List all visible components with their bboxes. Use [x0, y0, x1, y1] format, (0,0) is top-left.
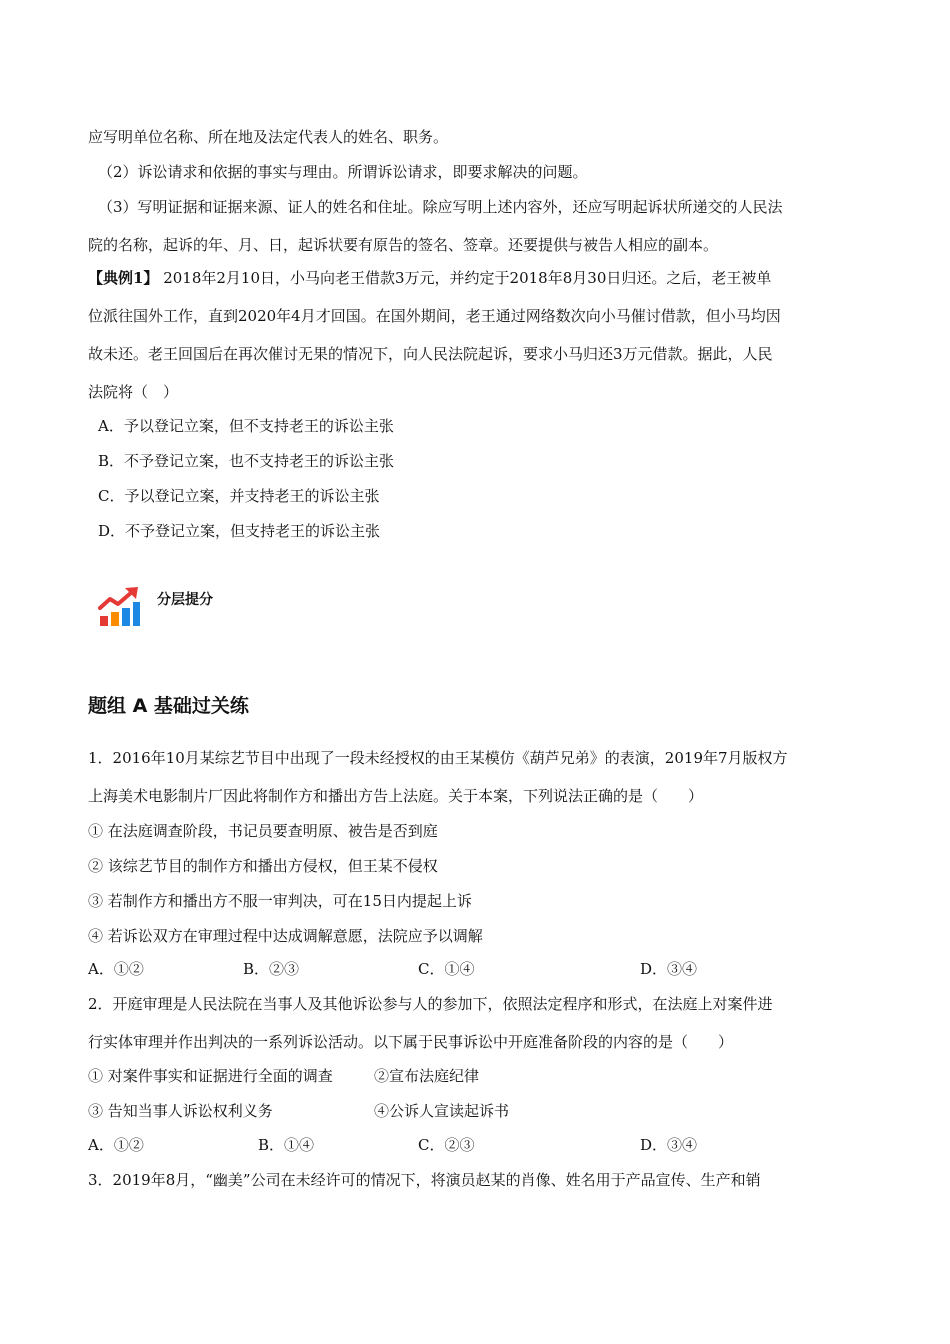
- q1-statement-2: ② 该综艺节目的制作方和播出方侵权，但王某不侵权: [88, 857, 438, 875]
- q1-statement-4: ④ 若诉讼双方在审理过程中达成调解意愿，法院应予以调解: [88, 927, 483, 945]
- example-option-c: C．予以登记立案，并支持老王的诉讼主张: [98, 487, 380, 505]
- example-line-4: 法院将（ ）: [88, 383, 179, 401]
- q1-statement-1: ① 在法庭调查阶段，书记员要查明原、被告是否到庭: [88, 822, 438, 840]
- example-option-d: D．不予登记立案，但支持老王的诉讼主张: [98, 522, 381, 540]
- q2-option-c: C．②③: [418, 1136, 475, 1154]
- example-line-3: 故未还。老王回国后在再次催讨无果的情况下，向人民法院起诉，要求小马归还3万元借款。据此，人民: [88, 345, 773, 363]
- q1-line-1: 1．2016年10月某综艺节目中出现了一段未经授权的由王某模仿《葫芦兄弟》的表演，2019年7月版权方: [88, 749, 788, 767]
- q2-statement-2: ②宣布法庭纪律: [374, 1067, 480, 1085]
- q3-line-1: 3．2019年8月，“幽美”公司在未经许可的情况下，将演员赵某的肖像、姓名用于产品宣传、生产和销: [88, 1171, 761, 1189]
- q2-option-a: A．①②: [88, 1136, 144, 1154]
- q1-line-2: 上海美术电影制片厂因此将制作方和播出方告上法庭。关于本案，下列说法正确的是（ ）: [88, 787, 704, 805]
- example-option-b: B．不予登记立案，也不支持老王的诉讼主张: [98, 452, 395, 470]
- q1-option-d: D．③④: [640, 960, 698, 978]
- q2-statement-3: ③ 告知当事人诉讼权利义务: [88, 1102, 273, 1120]
- intro-line-2: （2）诉讼请求和依据的事实与理由。所谓诉讼请求，即要求解决的问题。: [98, 163, 588, 181]
- q2-option-d: D．③④: [640, 1136, 698, 1154]
- q1-option-b: B．②③: [243, 960, 300, 978]
- q2-statements-row-2: [88, 1101, 862, 1121]
- intro-line-1: 应写明单位名称、所在地及法定代表人的姓名、职务。: [88, 128, 449, 146]
- badge-label: 分层提分: [157, 592, 213, 608]
- bar-blue: [122, 608, 130, 626]
- example-text-1: 2018年2月10日，小马向老王借款3万元，并约定于2018年8月30日归还。之后，老王被单: [158, 269, 772, 287]
- q2-options: [88, 1135, 862, 1155]
- example-tag: 【典例1】: [88, 269, 159, 287]
- bar-red: [100, 616, 108, 626]
- bar-blue-tall: [133, 602, 140, 626]
- q1-statement-3: ③ 若制作方和播出方不服一审判决，可在15日内提起上诉: [88, 892, 472, 910]
- q2-statement-1: ① 对案件事实和证据进行全面的调查: [88, 1067, 333, 1085]
- example-option-a: A．予以登记立案，但不支持老王的诉讼主张: [98, 417, 394, 435]
- q1-option-a: A．①②: [88, 960, 144, 978]
- q2-option-b: B．①④: [258, 1136, 315, 1154]
- q2-statement-4: ④公诉人宣读起诉书: [374, 1102, 510, 1120]
- q1-option-c: C．①④: [418, 960, 475, 978]
- q1-options: [88, 959, 862, 979]
- intro-line-3: （3）写明证据和证据来源、证人的姓名和住址。除应写明上述内容外，还应写明起诉状所递交的人民法: [98, 198, 783, 216]
- example-line-1: [88, 268, 862, 288]
- intro-line-4: 院的名称，起诉的年、月、日，起诉状要有原告的签名、签章。还要提供与被告人相应的副本。: [88, 236, 719, 254]
- section-title: 题组 A 基础过关练: [88, 695, 249, 717]
- q2-line-1: 2．开庭审理是人民法院在当事人及其他诉讼参与人的参加下，依照法定程序和形式，在法庭上对案件进: [88, 995, 773, 1013]
- q2-line-2: 行实体审理并作出判决的一系列诉讼活动。以下属于民事诉讼中开庭准备阶段的内容的是（ ）: [88, 1033, 734, 1051]
- q2-statements-row-1: [88, 1066, 862, 1086]
- growth-chart-icon: [98, 586, 142, 628]
- example-line-2: 位派往国外工作，直到2020年4月才回国。在国外期间，老王通过网络数次向小马催讨借款，但小马均因: [88, 307, 781, 325]
- bar-orange: [111, 612, 119, 626]
- trend-line: [100, 592, 132, 608]
